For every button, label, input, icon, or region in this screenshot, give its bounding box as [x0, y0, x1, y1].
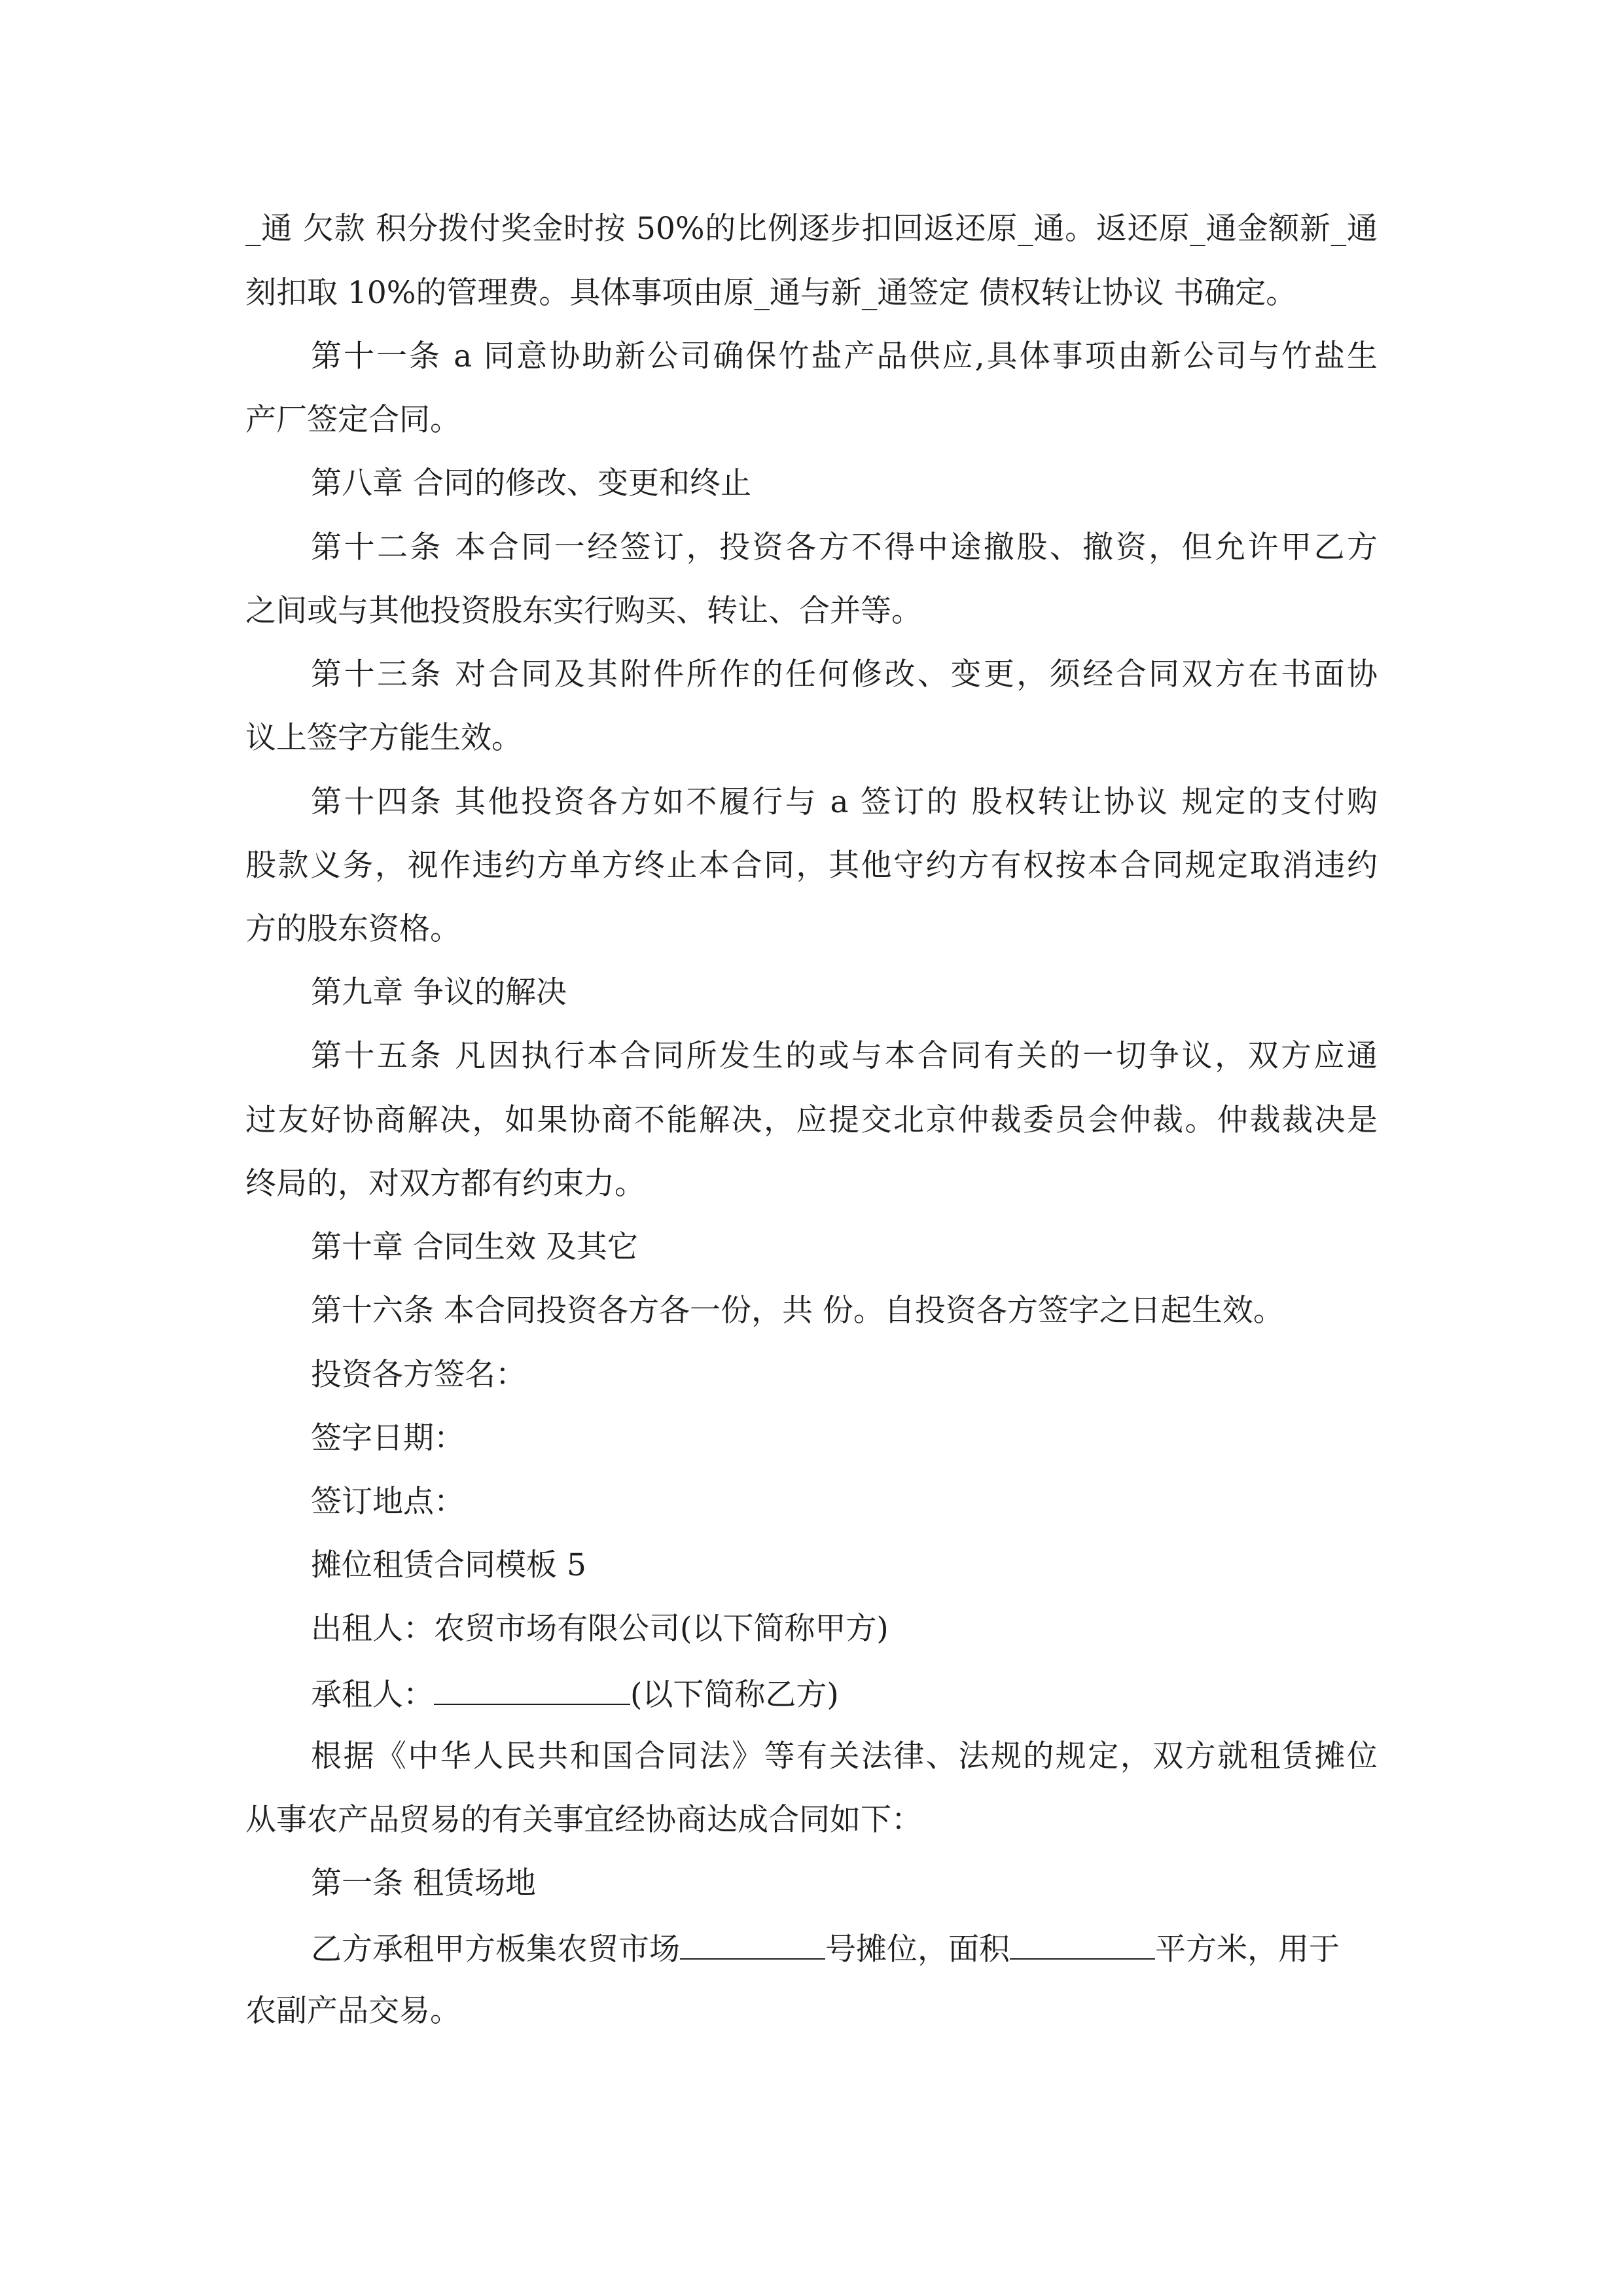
paragraph-line: 之间或与其他投资股东实行购买、转让、合并等。 — [245, 593, 922, 629]
chapter-9-heading: 第九章 争议的解决 — [311, 975, 567, 1011]
paragraph-line: 农副产品交易。 — [245, 1993, 461, 2029]
paragraph-line: _通 欠款 积分拨付奖金时按 50%的比例逐步扣回返还原_通。返还原_通金额新_通 — [245, 211, 1378, 247]
site-text-2: 号摊位，面积 — [825, 1931, 1010, 1967]
site-text-3: 平方米，用于 — [1155, 1931, 1340, 1967]
paragraph-line: 从事农产品贸易的有关事宜经协商达成合同如下： — [245, 1802, 922, 1838]
lessee-line — [311, 1674, 1378, 1713]
article-12-line: 第十二条 本合同一经签订，投资各方不得中途撤股、撤资，但允许甲乙方 — [311, 529, 1378, 565]
lessee-label: 承租人： — [311, 1677, 434, 1713]
lessee-suffix: (以下简称乙方) — [630, 1677, 839, 1713]
paragraph-line: 议上签字方能生效。 — [245, 720, 522, 756]
paragraph-line: 过友好协商解决，如果协商不能解决，应提交北京仲裁委员会仲裁。仲裁裁决是 — [245, 1102, 1378, 1138]
article-15-line: 第十五条 凡因执行本合同所发生的或与本合同有关的一切争议，双方应通 — [311, 1038, 1378, 1074]
chapter-8-heading: 第八章 合同的修改、变更和终止 — [311, 465, 751, 501]
site-text-1: 乙方承租甲方板集农贸市场 — [311, 1931, 680, 1967]
chapter-10-heading: 第十章 合同生效 及其它 — [311, 1229, 638, 1265]
paragraph-line: 产厂签定合同。 — [245, 402, 461, 438]
paragraph-line: 终局的，对双方都有约束力。 — [245, 1166, 645, 1202]
lessee-blank — [434, 1674, 630, 1705]
site-line — [311, 1928, 1378, 1967]
article-14-line: 第十四条 其他投资各方如不履行与 a 签订的 股权转让协议 规定的支付购 — [311, 784, 1378, 820]
sign-place-label: 签订地点： — [311, 1484, 465, 1520]
article-16-line: 第十六条 本合同投资各方各一份，共 份。自投资各方签字之日起生效。 — [311, 1293, 1284, 1329]
paragraph-line: 股款义务，视作违约方单方终止本合同，其他守约方有权按本合同规定取消违约 — [245, 848, 1378, 884]
basis-line: 根据《中华人民共和国合同法》等有关法律、法规的规定，双方就租赁摊位 — [311, 1738, 1378, 1774]
sign-date-label: 签字日期： — [311, 1420, 465, 1456]
paragraph-line: 方的股东资格。 — [245, 911, 461, 947]
signature-label: 投资各方签名： — [311, 1357, 526, 1393]
article-11-line: 第十一条 a 同意协助新公司确保竹盐产品供应,具体事项由新公司与竹盐生 — [311, 338, 1378, 374]
lessor-line: 出租人：农贸市场有限公司(以下简称甲方) — [311, 1611, 889, 1647]
article-13-line: 第十三条 对合同及其附件所作的任何修改、变更，须经合同双方在书面协 — [311, 656, 1378, 692]
stall-number-blank — [680, 1928, 825, 1960]
article-1-heading: 第一条 租赁场地 — [311, 1865, 536, 1901]
area-blank — [1010, 1928, 1155, 1960]
contract-title: 摊位租赁合同模板 5 — [311, 1547, 586, 1583]
paragraph-line: 刻扣取 10%的管理费。具体事项由原_通与新_通签定 债权转让协议 书确定。 — [245, 275, 1297, 311]
